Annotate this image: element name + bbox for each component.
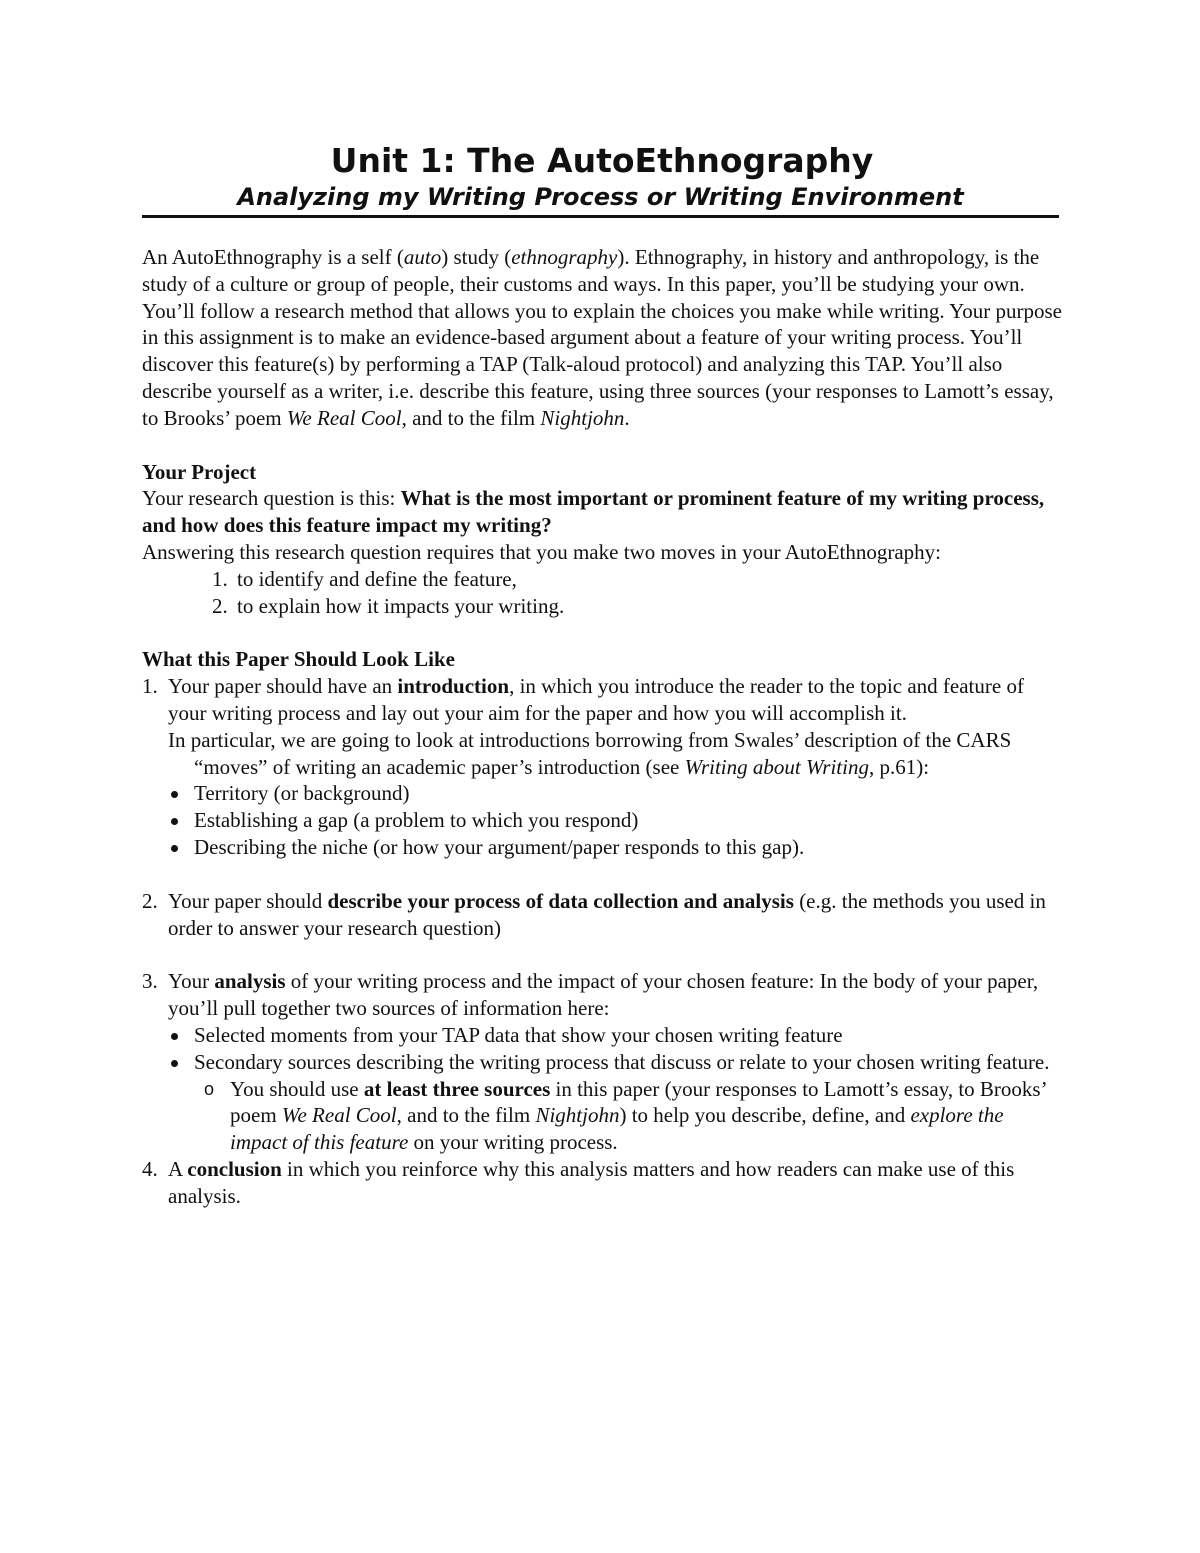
bullet-icon bbox=[171, 791, 178, 798]
requirement-analysis: 3. Your analysis of your writing process and the impact of your chosen feature: In the body of your paper, you’ll pull together two sources of information here: Selected moments from your TAP data that show your chosen writing feature Secondary sources describing the writing process that discuss or relate to your chosen writing feature. o You should use at least three sources in this paper (your responses to Lamott’s essay, to Brooks’ poem We Real Cool, and to the film Nightjohn) to help you describe, define, and explore the impact of this feature on your writing process. bbox=[142, 968, 1062, 1156]
document-page bbox=[142, 140, 1062, 1210]
bullet-icon bbox=[171, 818, 178, 825]
bullet-icon bbox=[171, 1060, 178, 1067]
intro-paragraph: An AutoEthnography is a self (auto) study (ethnography). Ethnography, in history and anthropology, is the study of a culture or group of people, their customs and ways. In this paper, you’ll be studying your own. You’ll follow a research method that allows you to explain the choices you make while writing. Your purpose in this assignment is to make an evidence-based argument about a feature of your writing process. You’ll discover this feature(s) by performing a TAP (Talk-aloud protocol) and analyzing this TAP. You’ll also describe yourself as a writer, i.e. describe this feature, using three sources (your responses to Lamott’s essay, to Brooks’ poem We Real Cool, and to the film Nightjohn. bbox=[142, 245, 1062, 430]
list-item: 1. to identify and define the feature, bbox=[212, 566, 517, 591]
requirement-conclusion: 4. A conclusion in which you reinforce why this analysis matters and how readers can make use of this analysis. bbox=[142, 1156, 1015, 1208]
cars-moves-list bbox=[168, 780, 1062, 860]
section-heading-paper-look: What this Paper Should Look Like bbox=[142, 647, 455, 672]
list-item: Establishing a gap (a problem to which you respond) bbox=[168, 807, 1062, 834]
sub-bullet-icon: o bbox=[204, 1078, 215, 1099]
document-subtitle: Analyzing my Writing Process or Writing Environment bbox=[142, 182, 1059, 218]
list-item: Selected moments from your TAP data that show your chosen writing feature bbox=[168, 1022, 1062, 1049]
requirement-introduction: 1. Your paper should have an introduction, in which you introduce the reader to the topic and feature of your writing process and lay out your aim for the paper and how you will accomplish it. In particular, we are going to look at introductions borrowing from Swales’ description of the CARS “moves” of writing an academic paper’s introduction (see Writing about Writing, p.61): Territory (or background) Establishing a gap (a problem to which you respond) Describing the niche (or how your argument/paper responds to this gap). bbox=[142, 673, 1062, 888]
list-item: 2. to explain how it impacts your writing. bbox=[212, 593, 565, 618]
list-item: o You should use at least three sources in this paper (your responses to Lamott’s essay, to Brooks’ poem We Real Cool, and to the film Nightjohn) to help you describe, define, and explore the impact of this feature on your writing process. bbox=[204, 1076, 1047, 1155]
requirement-data-collection: 2. Your paper should describe your process of data collection and analysis (e.g. the methods you used in order to answer your research question) bbox=[142, 888, 1046, 940]
analysis-sources-list bbox=[168, 1022, 1062, 1156]
research-question: Your research question is this: What is the most important or prominent feature of my writing process, and how does this feature impact my writing? bbox=[142, 486, 1045, 538]
moves-intro: Answering this research question requires that you make two moves in your AutoEthnography: bbox=[142, 539, 942, 564]
section-heading-your-project: Your Project bbox=[142, 459, 257, 484]
moves-list bbox=[142, 566, 1062, 620]
paper-requirements-list bbox=[142, 673, 1062, 1209]
bullet-icon bbox=[171, 1033, 178, 1040]
list-item: Territory (or background) bbox=[168, 780, 1062, 807]
sub-bullet-list bbox=[194, 1076, 1062, 1156]
document-title: Unit 1: The AutoEthnography bbox=[330, 141, 874, 180]
bullet-icon bbox=[171, 845, 178, 852]
cars-description: In particular, we are going to look at introductions borrowing from Swales’ description of the CARS “moves” of writing an academic paper’s introduction (see Writing about Writing, p.61): bbox=[168, 727, 1012, 779]
list-item: Secondary sources describing the writing process that discuss or relate to your chosen writing feature. o You should use at least three sources in this paper (your responses to Lamott’s essay, to Brooks’ poem We Real Cool, and to the film Nightjohn) to help you describe, define, and explore the impact of this feature on your writing process. bbox=[168, 1049, 1062, 1156]
list-item: Describing the niche (or how your argument/paper responds to this gap). bbox=[168, 834, 1062, 861]
